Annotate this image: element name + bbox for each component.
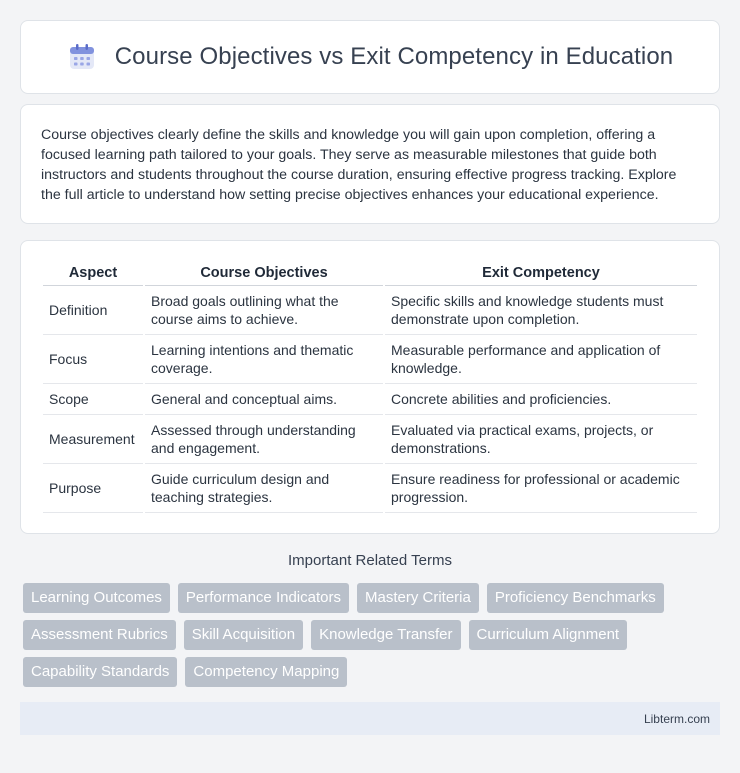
comparison-table-card [20, 240, 720, 534]
footer-brand[interactable]: Libterm.com [643, 711, 710, 726]
cell-exit-competency: Specific skills and knowledge students must demonstrate upon completion. [385, 286, 697, 335]
header-course-objectives: Course Objectives [145, 261, 383, 286]
cell-exit-competency: Evaluated via practical exams, projects, or demonstrations. [385, 415, 697, 464]
cell-aspect: Focus [43, 335, 143, 384]
cell-exit-competency: Concrete abilities and proficiencies. [385, 384, 697, 415]
tag-performance-indicators[interactable]: Performance Indicators [178, 583, 349, 613]
cell-course-objectives: General and conceptual aims. [145, 384, 383, 415]
table-header-row [43, 261, 697, 286]
footer [20, 702, 720, 735]
related-terms-tags [20, 583, 720, 687]
cell-exit-competency: Measurable performance and application of knowledge. [385, 335, 697, 384]
tag-capability-standards[interactable]: Capability Standards [23, 657, 177, 687]
cell-course-objectives: Assessed through understanding and engagement. [145, 415, 383, 464]
tag-knowledge-transfer[interactable]: Knowledge Transfer [311, 620, 460, 650]
header-aspect: Aspect [43, 261, 143, 286]
cell-course-objectives: Broad goals outlining what the course aims to achieve. [145, 286, 383, 335]
tag-assessment-rubrics[interactable]: Assessment Rubrics [23, 620, 176, 650]
cell-aspect: Purpose [43, 464, 143, 513]
page-title: Course Objectives vs Exit Competency in Education [114, 43, 674, 70]
header-exit-competency: Exit Competency [385, 261, 697, 286]
tag-learning-outcomes[interactable]: Learning Outcomes [23, 583, 170, 613]
tag-curriculum-alignment[interactable]: Curriculum Alignment [469, 620, 628, 650]
table-row [43, 335, 697, 384]
cell-aspect: Definition [43, 286, 143, 335]
cell-course-objectives: Guide curriculum design and teaching strategies. [145, 464, 383, 513]
table-row [43, 286, 697, 335]
tag-skill-acquisition[interactable]: Skill Acquisition [184, 620, 303, 650]
table-row [43, 384, 697, 415]
intro-card [20, 104, 720, 224]
table-row [43, 415, 697, 464]
related-terms-section [20, 552, 720, 687]
intro-text: Course objectives clearly define the skills and knowledge you will gain upon completion, offering a focused learning path tailored to your goals. They serve as measurable milestones that guide both instructors and students throughout the course duration, ensuring effective progress tracking. Explore the full article to understand how setting precise objectives enhances your educational experience. [41, 127, 677, 203]
cell-course-objectives: Learning intentions and thematic coverage. [145, 335, 383, 384]
cell-aspect: Scope [43, 384, 143, 415]
tag-mastery-criteria[interactable]: Mastery Criteria [357, 583, 479, 613]
header-card [20, 20, 720, 94]
cell-exit-competency: Ensure readiness for professional or academic progression. [385, 464, 697, 513]
cell-aspect: Measurement [43, 415, 143, 464]
related-terms-title: Important Related Terms [288, 552, 452, 569]
tag-competency-mapping[interactable]: Competency Mapping [185, 657, 347, 687]
calendar-icon [67, 42, 97, 72]
tag-proficiency-benchmarks[interactable]: Proficiency Benchmarks [487, 583, 664, 613]
comparison-table [41, 261, 699, 513]
table-row [43, 464, 697, 513]
